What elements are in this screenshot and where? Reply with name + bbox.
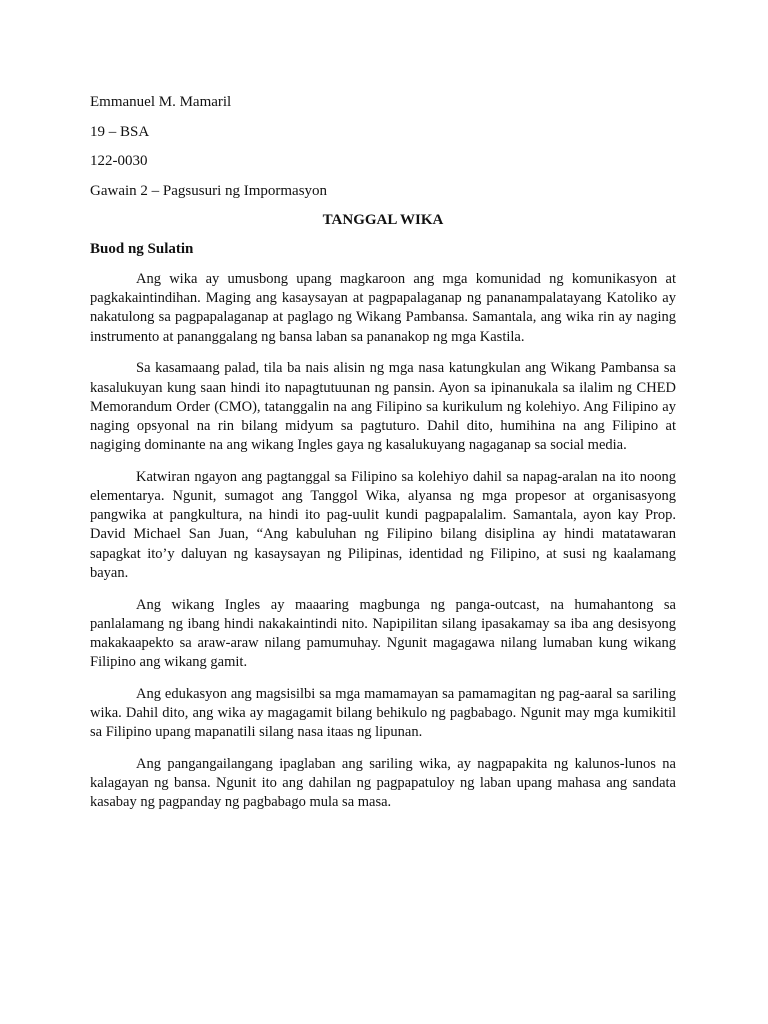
paragraph: Ang wika ay umusbong upang magkaroon ang mga komunidad ng komunikasyon at pagkakaintindihan. Maging ang kasaysayan at pagpapalaganap ng pananampalatayang Katoliko ay nakatulong sa pagpapalaganap at paglago ng Wikang Pambansa. Samantala, ang wika rin ay naging instrumento at pananggalang ng bansa laban sa pananakop ng mga Kastila. [90,271,676,345]
paragraph: Sa kasamaang palad, tila ba nais alisin ng mga nasa katungkulan ang Wikang Pambansa sa kasalukuyan kung saan hindi ito napagtutuunan ng pansin. Ayon sa ipinanukala sa ilalim ng CHED Memorandum Order (CMO), tatanggalin na ang Filipino sa kurikulum ng kolehiyo. Ang Filipino ay naging opsyonal na rin bilang midyum sa pagtuturo. Dahil dito, humihina na ang Filipino at nagiging dominante na ang wikang Ingles gaya ng kasalukuyang nagaganap sa social media. [90,360,676,454]
document-title: TANGGAL WIKA [322,212,444,228]
author-section: 19 – BSA [90,123,150,140]
section-heading: Buod ng Sulatin [90,241,194,257]
author-id-number: 122-0030 [90,153,148,169]
activity-label: Gawain 2 – Pagsusuri ng Impormasyon [90,182,328,199]
paragraph: Ang pangangailangang ipaglaban ang sariling wika, ay nagpapakita ng kalunos-lunos na kalagayan ng bansa. Ngunit ito ang dahilan ng pagpapatuloy ng laban upang mahasa ang sandata kasabay ng pagpanday ng pagbabago mula sa masa. [90,755,676,811]
author-name: Emmanuel M. Mamaril [90,94,232,110]
document-page [90,92,676,825]
paragraph: Ang edukasyon ang magsisilbi sa mga mamamayan sa pamamagitan ng pag-aaral sa sariling wika. Dahil dito, ang wika ay magagamit bilang behikulo ng pagbabago. Ngunit may mga kumikitil sa Filipino upang mapanatili silang nasa itaas ng lipunan. [90,685,676,741]
paragraph: Ang wikang Ingles ay maaaring magbunga ng panga-outcast, na humahantong sa panlalamang ng ibang hindi nakakaintindi nito. Napipilitan silang ipasakamay sa iba ang desisyong makakaapekto sa araw-araw nilang pamumuhay. Ngunit magagawa nilang lumaban kung wikang Filipino ang wikang gamit. [90,596,676,671]
paragraph: Katwiran ngayon ang pagtanggal sa Filipino sa kolehiyo dahil sa napag-aralan na ito noong elementarya. Ngunit, sumagot ang Tanggol Wika, alyansa ng mga propesor at organisasyong pangwika at pangkultura, na hindi ito pag-uulit kundi pagpapalalim. Samantala, ayon kay Prop. David Michael San Juan, “Ang kabuluhan ng Filipino bilang disiplina ay hindi matatawaran sapagkat ito’y daluyan ng kasaysayan ng Pilipinas, identidad ng Filipino, at susi ng kaalamang bayan. [90,468,676,581]
